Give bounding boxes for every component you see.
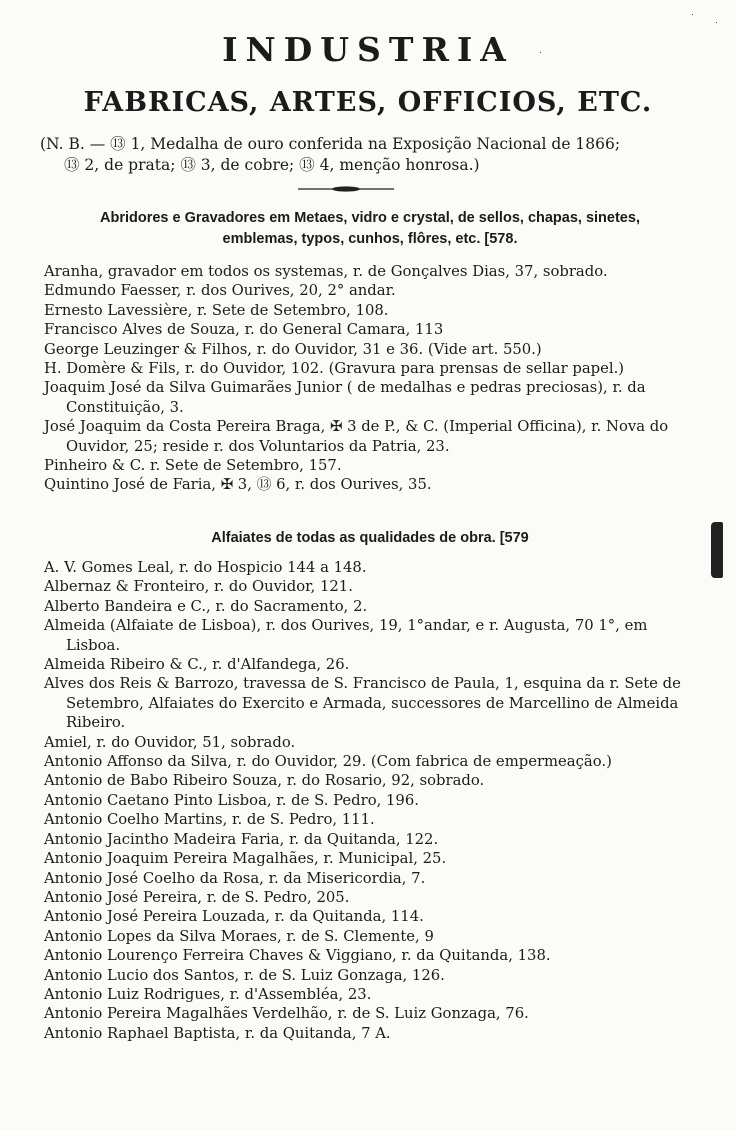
list-item: H. Domère & Fils, r. do Ouvidor, 102. (Gravura para prensas de sellar papel.) (44, 360, 625, 378)
list-item: Antonio de Babo Ribeiro Souza, r. do Rosario, 92, sobrado. (44, 772, 485, 790)
list-item: Antonio José Pereira, r. de S. Pedro, 205. (44, 888, 350, 906)
speck (692, 14, 693, 15)
list-item: Antonio Lourenço Ferreira Chaves & Viggiano, r. da Quitanda, 138. (44, 947, 551, 965)
list-item: Antonio Lopes da Silva Moraes, r. de S. Clemente, 9 (44, 927, 434, 945)
list-item: Ernesto Lavessière, r. Sete de Setembro, 108. (44, 301, 389, 319)
section-heading-line-1: Alfaiates de todas as qualidades de obra. [579 (211, 530, 529, 546)
list-item: Almeida Ribeiro & C., r. d'Alfandega, 26. (44, 656, 350, 674)
list-item: Antonio Raphael Baptista, r. da Quitanda, 7 A. (44, 1024, 391, 1042)
section-heading-alfaiates (60, 528, 680, 549)
list-item: Antonio Luiz Rodrigues, r. d'Assembléa, 23. (44, 985, 372, 1003)
list-item: Antonio Coelho Martins, r. de S. Pedro, 111. (44, 811, 375, 829)
list-item: Antonio Pereira Magalhães Verdelhão, r. de S. Luiz Gonzaga, 76. (44, 1005, 529, 1023)
speck (540, 52, 541, 53)
list-item: Antonio Affonso da Silva, r. do Ouvidor, 29. (Com fabrica de empermeação.) (44, 753, 612, 771)
list-item: Antonio Lucio dos Santos, r. de S. Luiz Gonzaga, 126. (44, 966, 445, 984)
medal-note-line-1: (N. B. — ⑬ 1, Medalha de ouro conferida na Exposição Nacional de 1866; (40, 135, 621, 153)
list-item: Francisco Alves de Souza, r. do General Camara, 113 (44, 321, 444, 339)
section-heading-gravadores (40, 208, 700, 250)
list-item: Alves dos Reis & Barrozo, travessa de S. Francisco de Paula, 1, esquina da r. Sete de Setembro, Alfaiates do Exercito e Armada, successores de Marcellino de Almeida Ribeiro. (44, 675, 681, 732)
page-subtitle: FABRICAS, ARTES, OFFICIOS, ETC. (83, 87, 653, 118)
list-item: Edmundo Faesser, r. dos Ourives, 20, 2° andar. (44, 282, 396, 300)
list-item: Almeida (Alfaiate de Lisboa), r. dos Ourives, 19, 1°andar, e r. Augusta, 70 1°, em Lisboa. (44, 617, 648, 654)
medal-note (40, 134, 680, 176)
speck (716, 22, 717, 23)
section-heading-line-1: Abridores e Gravadores em Metaes, vidro e crystal, de sellos, chapas, sinetes, (100, 210, 640, 226)
list-item: José Joaquim da Costa Pereira Braga, ✠ 3 de P., & C. (Imperial Officina), r. Nova do Ouvidor, 25; reside r. dos Voluntarios da Patria, 23. (44, 418, 669, 455)
list-item: Antonio Jacintho Madeira Faria, r. da Quitanda, 122. (44, 830, 439, 848)
list-item: Pinheiro & C. r. Sete de Setembro, 157. (44, 457, 342, 475)
list-item: Quintino José de Faria, ✠ 3, ⑬ 6, r. dos Ourives, 35. (44, 476, 432, 494)
list-item: Albernaz & Fronteiro, r. do Ouvidor, 121. (44, 578, 353, 596)
entry-list-gravadores (44, 262, 694, 495)
list-item: Antonio José Coelho da Rosa, r. da Misericordia, 7. (44, 869, 426, 887)
list-item: Alberto Bandeira e C., r. do Sacramento, 2. (44, 597, 368, 615)
list-item: A. V. Gomes Leal, r. do Hospicio 144 a 148. (44, 559, 367, 576)
entry-list-alfaiates (44, 558, 694, 1043)
list-item: George Leuzinger & Filhos, r. do Ouvidor, 31 e 36. (Vide art. 550.) (44, 340, 542, 358)
ink-blot (711, 522, 723, 578)
list-item: Antonio Caetano Pinto Lisboa, r. de S. Pedro, 196. (44, 791, 419, 809)
divider-ornament-icon (298, 186, 394, 192)
list-item: Antonio José Pereira Louzada, r. da Quitanda, 114. (44, 908, 424, 926)
list-item: Joaquim José da Silva Guimarães Junior ( de medalhas e pedras preciosas), r. da Constituição, 3. (44, 379, 646, 416)
list-item: Aranha, gravador em todos os systemas, r. de Gonçalves Dias, 37, sobrado. (44, 263, 608, 280)
page-title: INDUSTRIA (222, 30, 514, 69)
list-item: Amiel, r. do Ouvidor, 51, sobrado. (44, 733, 296, 751)
list-item: Antonio Joaquim Pereira Magalhães, r. Municipal, 25. (44, 850, 447, 868)
section-heading-line-2: emblemas, typos, cunhos, flôres, etc. [578. (222, 231, 518, 247)
medal-note-line-2: ⑬ 2, de prata; ⑬ 3, de cobre; ⑬ 4, menção honrosa.) (64, 156, 480, 174)
